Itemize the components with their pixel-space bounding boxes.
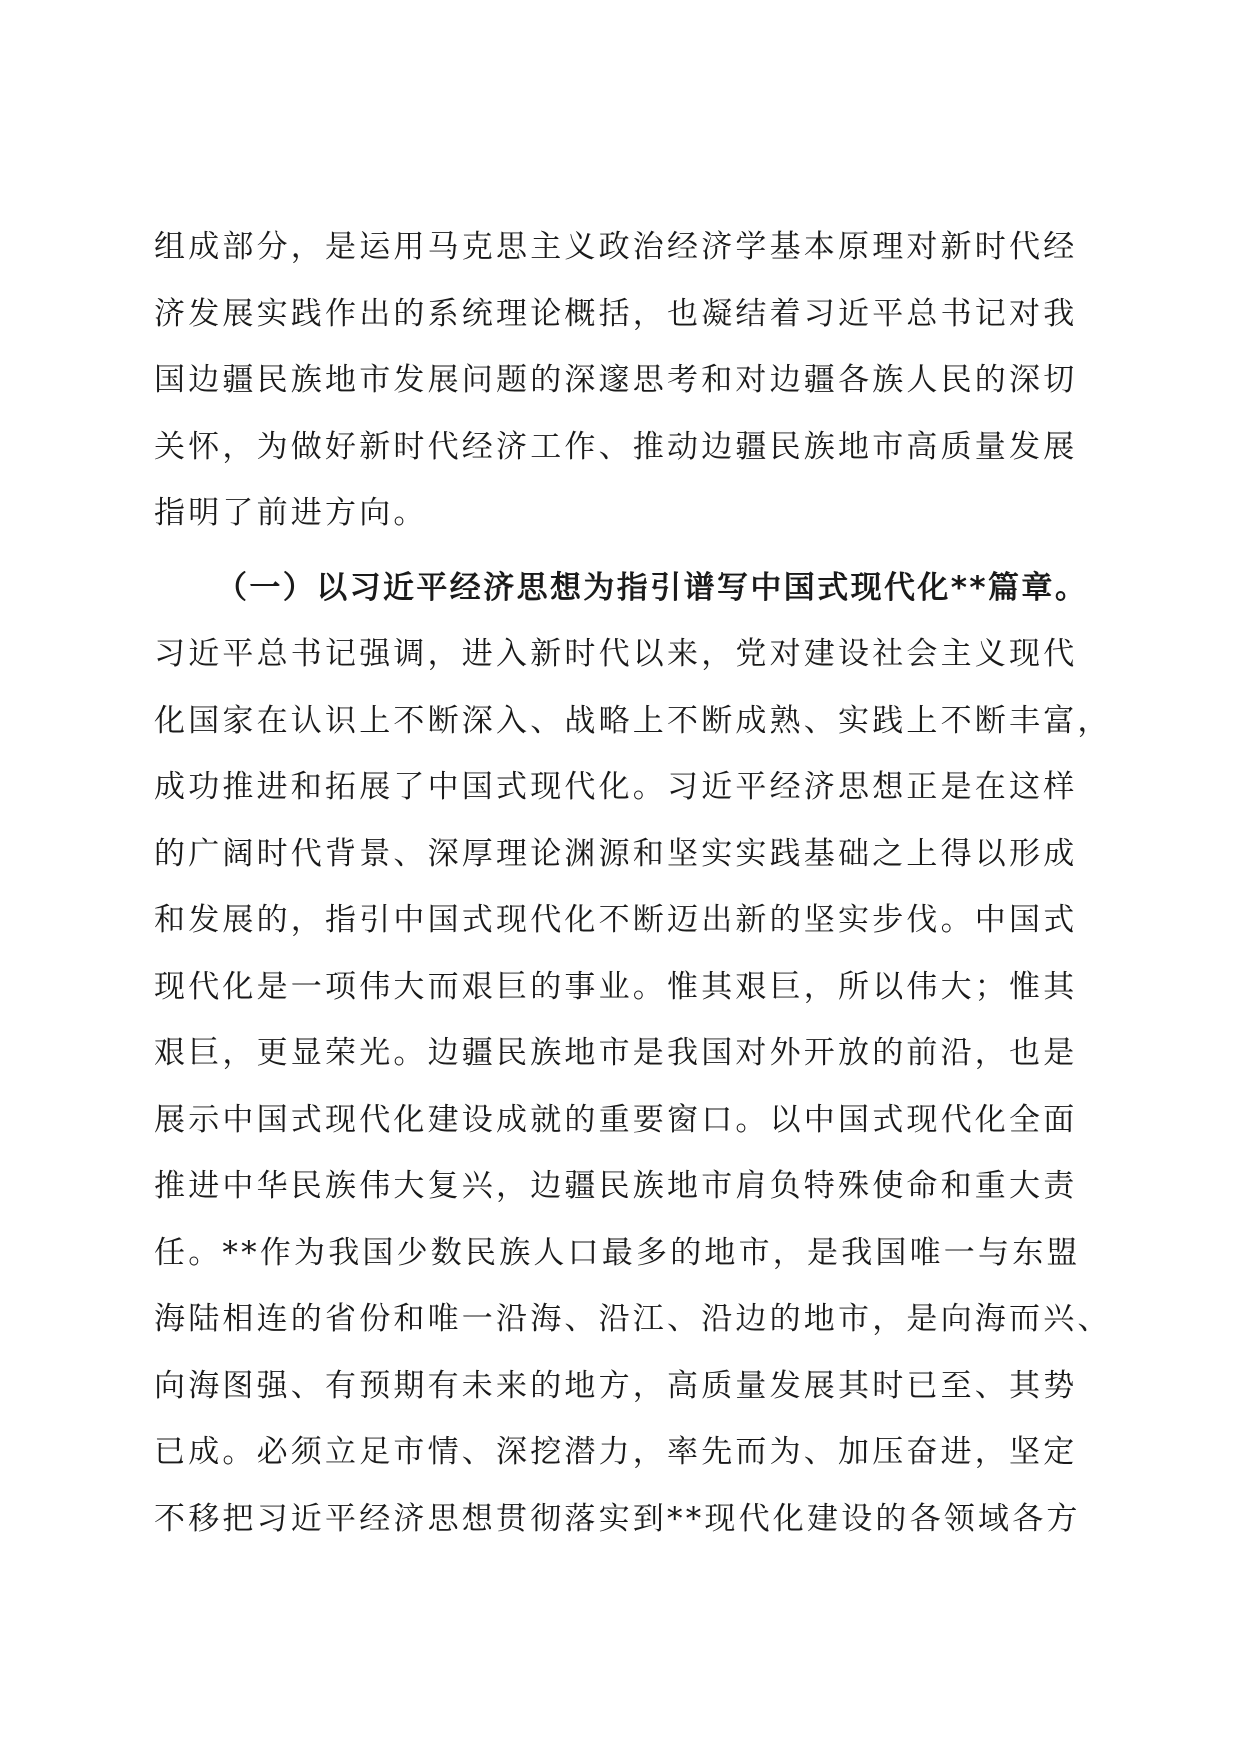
text-line: 海陆相连的省份和唯一沿海、沿江、沿边的地市，是向海而兴、 xyxy=(154,1301,1112,1337)
text-line: 已成。必须立足市情、深挖潜力，率先而为、加压奋进，坚定 xyxy=(154,1434,1078,1470)
document-body xyxy=(154,214,1112,1552)
text-line: 习近平总书记强调，进入新时代以来，党对建设社会主义现代 xyxy=(154,636,1078,672)
text-line: 关怀，为做好新时代经济工作、推动边疆民族地市高质量发展 xyxy=(154,428,1078,465)
paragraph-2 xyxy=(154,621,1112,1552)
text-line: 化国家在认识上不断深入、战略上不断成熟、实践上不断丰富， xyxy=(154,702,1112,739)
text-line: 任。**作为我国少数民族人口最多的地市，是我国唯一与东盟 xyxy=(154,1234,1081,1271)
text-line: 向海图强、有预期有未来的地方，高质量发展其时已至、其势 xyxy=(154,1367,1078,1404)
text-line: 推进中华民族伟大复兴，边疆民族地市肩负特殊使命和重大责 xyxy=(154,1168,1078,1204)
text-line: 组成部分，是运用马克思主义政治经济学基本原理对新时代经 xyxy=(154,229,1078,265)
paragraph-1 xyxy=(154,214,1084,547)
text-line: 展示中国式现代化建设成就的重要窗口。以中国式现代化全面 xyxy=(154,1101,1078,1138)
text-line: 和发展的，指引中国式现代化不断迈出新的坚实步伐。中国式 xyxy=(154,902,1078,938)
text-line: 不移把习近平经济思想贯彻落实到**现代化建设的各领域各方 xyxy=(154,1500,1081,1537)
text-line: 成功推进和拓展了中国式现代化。习近平经济思想正是在这样 xyxy=(154,769,1078,805)
text-line: 济发展实践作出的系统理论概括，也凝结着习近平总书记对我 xyxy=(154,295,1078,332)
text-line: 艰巨，更显荣光。边疆民族地市是我国对外开放的前沿，也是 xyxy=(154,1035,1078,1071)
text-line: 现代化是一项伟大而艰巨的事业。惟其艰巨，所以伟大；惟其 xyxy=(154,968,1078,1005)
text-line: 的广阔时代背景、深厚理论渊源和坚实实践基础之上得以形成 xyxy=(154,835,1078,872)
text-line: 国边疆民族地市发展问题的深邃思考和对边疆各族人民的深切 xyxy=(154,362,1078,398)
text-line: 指明了前进方向。 xyxy=(154,495,428,531)
section-heading: （一）以习近平经济思想为指引谱写中国式现代化**篇章。 xyxy=(216,569,1089,606)
